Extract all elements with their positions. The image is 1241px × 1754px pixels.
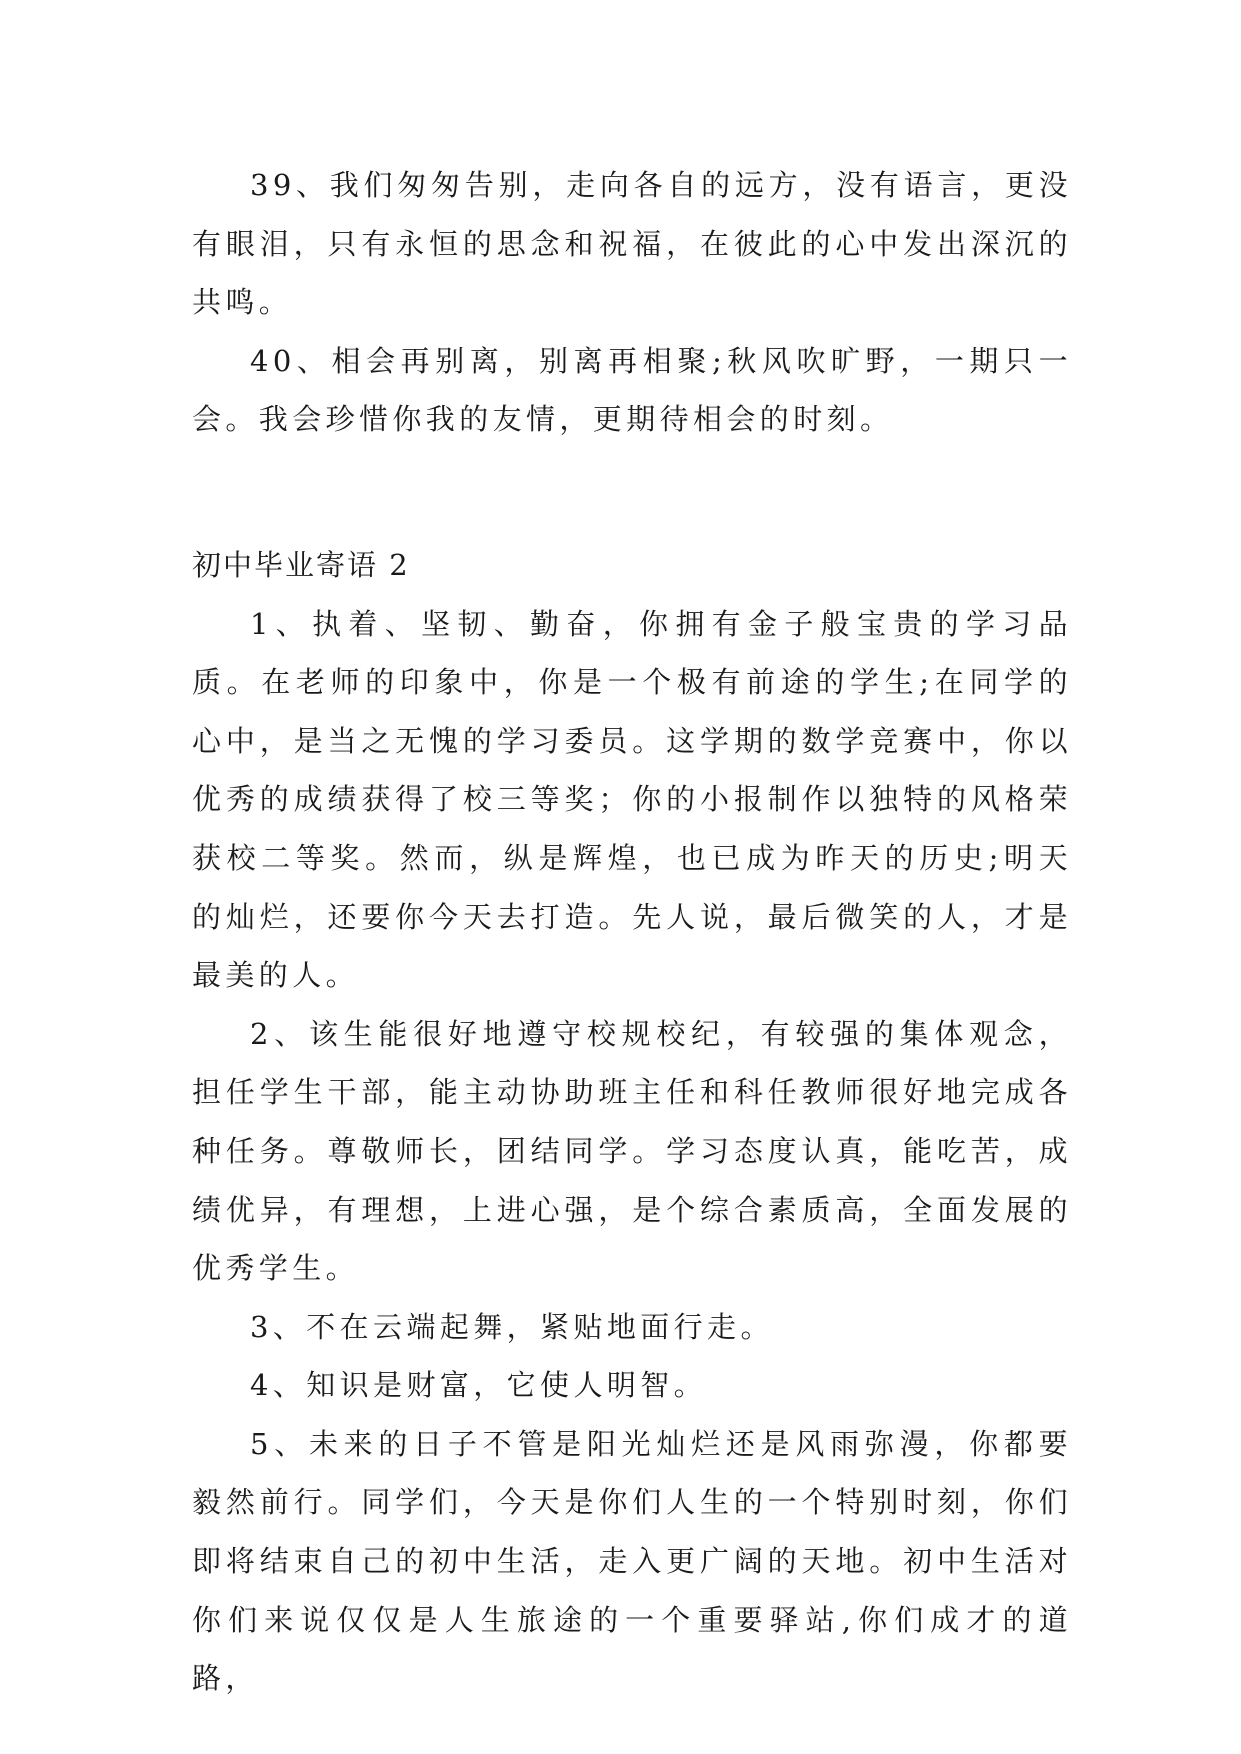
paragraph-39: 39、我们匆匆告别，走向各自的远方，没有语言，更没有眼泪，只有永恒的思念和祝福，在彼此的心中发出深沉的共鸣。 — [192, 168, 1072, 320]
paragraph-5: 5、未来的日子不管是阳光灿烂还是风雨弥漫，你都要毅然前行。同学们，今天是你们人生的一个特别时刻，你们即将结束自己的初中生活，走入更广阔的天地。初中生活对你们来说仅仅是人生旅途的一个重要驿站,你们成才的道路， — [192, 1426, 1072, 1696]
document-body — [192, 156, 1072, 1708]
section-heading: 初中毕业寄语 2 — [192, 547, 410, 582]
paragraph-40: 40、相会再别离，别离再相聚;秋风吹旷野，一期只一会。我会珍惜你我的友情，更期待相会的时刻。 — [192, 343, 1072, 437]
paragraph-1: 1、执着、坚韧、勤奋，你拥有金子般宝贵的学习品质。在老师的印象中，你是一个极有前途的学生;在同学的心中，是当之无愧的学习委员。这学期的数学竞赛中，你以优秀的成绩获得了校三等奖；你的小报制作以独特的风格荣获校二等奖。然而，纵是辉煌，也已成为昨天的历史;明天的灿烂，还要你今天去打造。先人说，最后微笑的人，才是最美的人。 — [192, 606, 1072, 993]
paragraph-4: 4、知识是财富，它使人明智。 — [250, 1368, 708, 1403]
paragraph-3: 3、不在云端起舞，紧贴地面行走。 — [250, 1309, 774, 1344]
paragraph-2: 2、该生能很好地遵守校规校纪，有较强的集体观念，担任学生干部，能主动协助班主任和科任教师很好地完成各种任务。尊敬师长，团结同学。学习态度认真，能吃苦，成绩优异，有理想，上进心强，是个综合素质高，全面发展的优秀学生。 — [192, 1016, 1072, 1286]
